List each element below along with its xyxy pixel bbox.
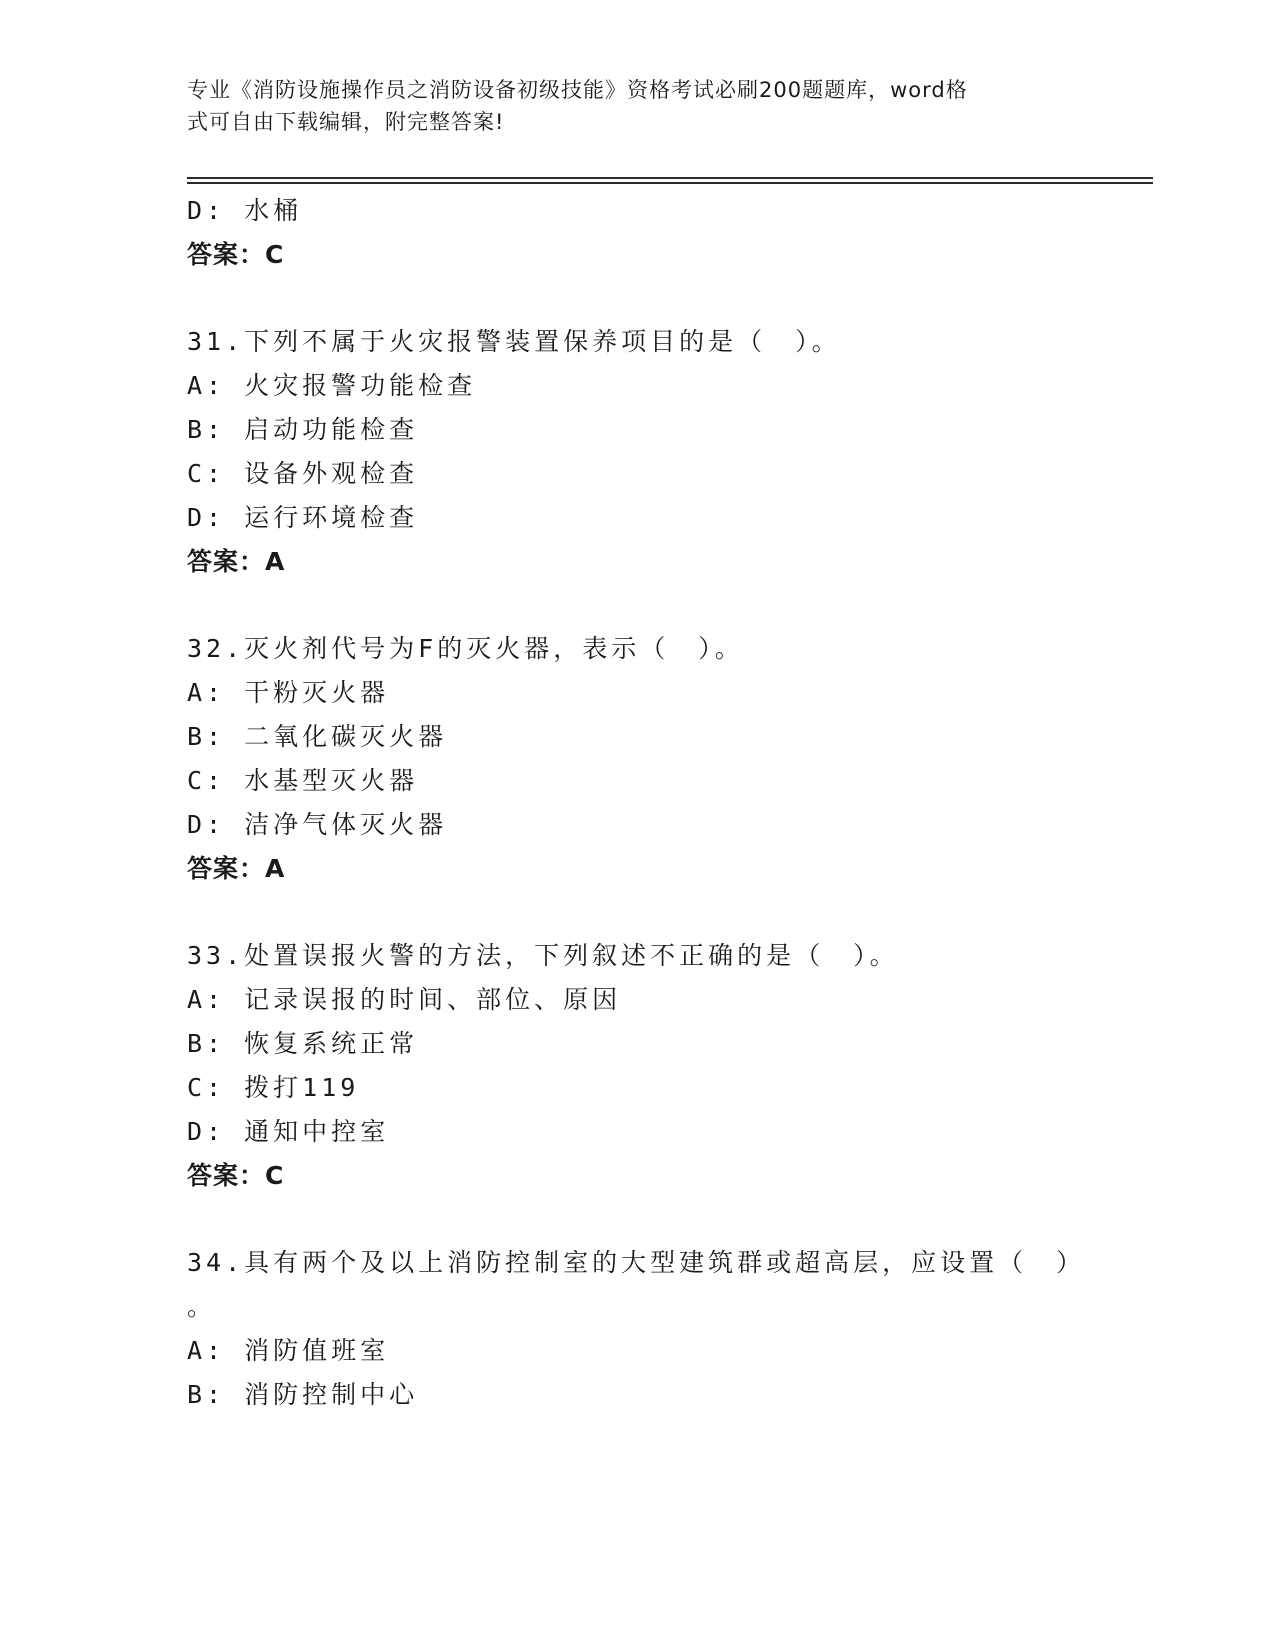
option-a: A: 火灾报警功能检查 [187, 371, 477, 400]
option-c: C: 拨打119 [187, 1073, 360, 1102]
question-stem-continuation: 。 [187, 1292, 217, 1321]
option-b: B: 恢复系统正常 [187, 1029, 419, 1058]
prev-answer: 答案：C [187, 240, 285, 269]
option-a: A: 干粉灭火器 [187, 678, 390, 707]
option-a: A: 记录误报的时间、部位、原因 [187, 985, 622, 1014]
option-c: C: 设备外观检查 [187, 459, 419, 488]
question-stem: 33.处置误报火警的方法，下列叙述不正确的是（ ）。 [187, 941, 899, 970]
option-b: B: 消防控制中心 [187, 1380, 419, 1409]
option-c: C: 水基型灭火器 [187, 766, 419, 795]
answer: 答案：C [187, 1161, 285, 1190]
header-divider-top [187, 177, 1153, 179]
question-stem: 34.具有两个及以上消防控制室的大型建筑群或超高层，应设置（ ） [187, 1248, 1086, 1277]
answer: 答案：A [187, 547, 286, 576]
option-b: B: 二氧化碳灭火器 [187, 722, 448, 751]
header-divider-bottom [187, 182, 1153, 184]
header-title-line-1: 专业《消防设施操作员之消防设备初级技能》资格考试必刷200题题库，word格 [187, 78, 968, 102]
option-d: D: 洁净气体灭火器 [187, 810, 448, 839]
option-d: D: 运行环境检查 [187, 503, 419, 532]
header-title-line-2: 式可自由下载编辑，附完整答案! [187, 110, 505, 134]
question-stem: 31.下列不属于火灾报警装置保养项目的是（ ）。 [187, 327, 841, 356]
question-stem: 32.灭火剂代号为F的灭火器，表示（ ）。 [187, 634, 744, 663]
prev-option-d: D: 水桶 [187, 196, 303, 225]
option-a: A: 消防值班室 [187, 1336, 390, 1365]
option-b: B: 启动功能检查 [187, 415, 419, 444]
answer: 答案：A [187, 854, 286, 883]
option-d: D: 通知中控室 [187, 1117, 390, 1146]
document-header [187, 74, 1067, 138]
